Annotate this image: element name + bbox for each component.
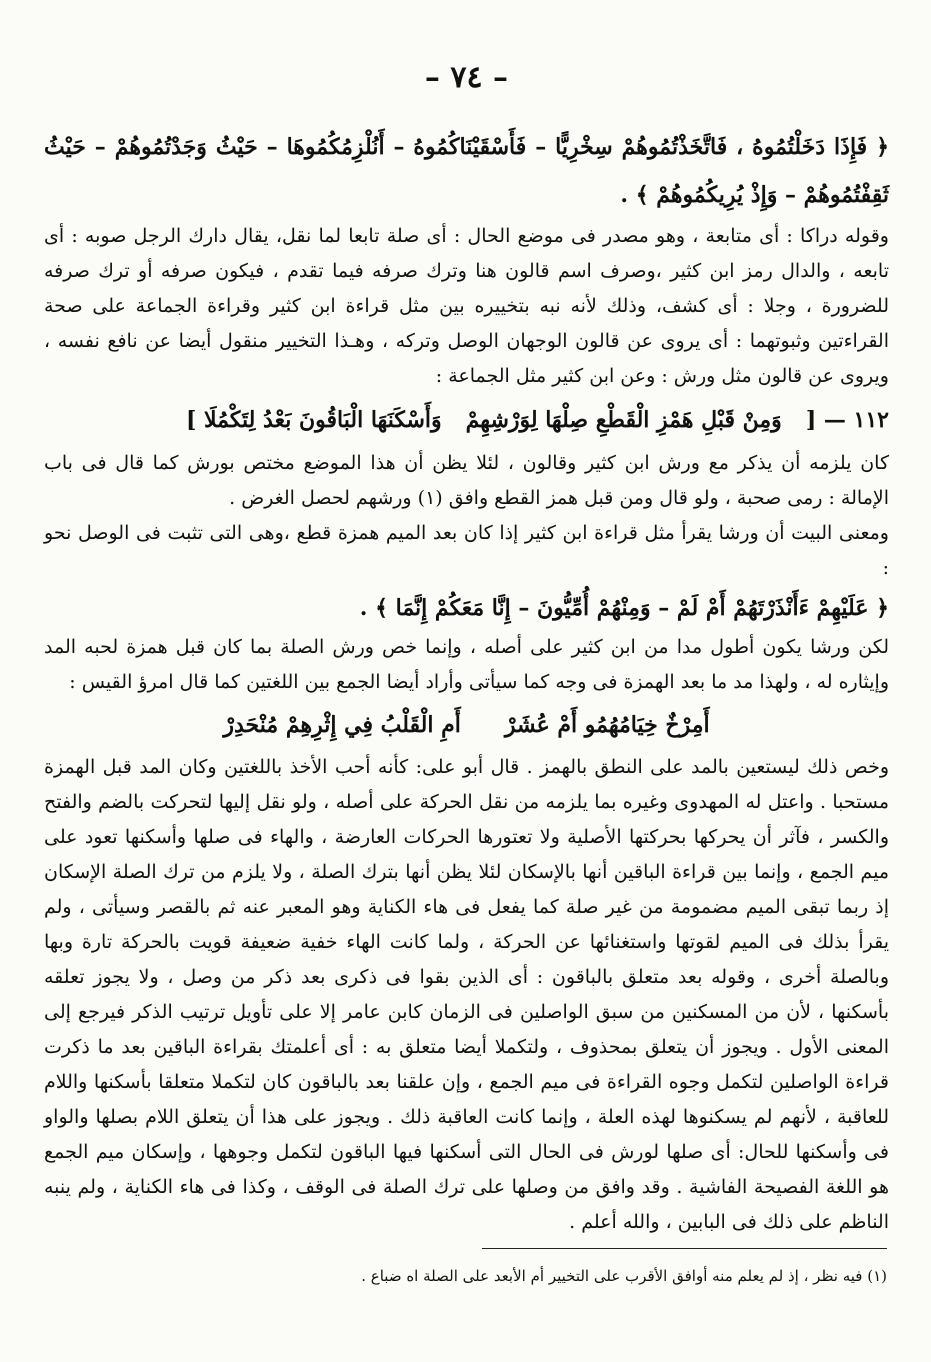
paragraph-5: وخص ذلك ليستعين بالمد على النطق بالهمز . قال أبو على: كأنه أحب الأخذ باللغتين وكان المد قبل الهمزة مستحبا . واعتل له المهدوى وغيره بما يلزمه من نقل الحركة على أصله ، ولو نقل إليها لتحركت بالضم والفتح والكسر ، فآثر أن يحركها بحركتها الأصلية ولا تعتورها الحركات العارضة ، والهاء فى صلها وأسكنها تعود على ميم الجمع ، وإنما بين قراءة الباقين أنها بالإسكان لئلا يظن أنها بترك الصلة ، ولا يلزم من ترك الصلة الإسكان إذ ربما تبقى الميم مضمومة من غير صلة كما يفعل فى هاء الكناية وهو المعبر عنه ثم بالقصر وسيأتى ، ولم يقرأ بذلك فى الميم لقوتها واستغنائها عن الحركة ، ولما كانت الهاء خفية ضعيفة قويت بالحركة تارة وبها وبالصلة أخرى ، وقوله بعد متعلق بالباقون : أى الذين بقوا فى ذكرى بعد ذكر من وصل ، ولا يجوز تعلقه بأسكنها ، لأن من المسكنين من سبق الواصلين فى الزمان كابن عامر إلا على تأويل ترتيب الذكر فيرجع إلى المعنى الأول . ويجوز أن يتعلق بمحذوف ، ولتكملا أيضا متعلق به : أى أعلمتك بقراءة الباقين بعد ما ذكرت قراءة الواصلين لتكمل وجوه القراءة فى ميم الجمع ، وإن علقنا بعد بالباقون كان لتكملا متعلقا بأسكنها واللام للعاقبة ، لأنهم لم يسكنوها لهذه العلة ، وإنما كانت العاقبة ذلك . ويجوز على هذا أن يتعلق اللام بصلها والواو فى وأسكنها للحال: أى صلها لورش فى الحال التى أسكنها فيها الباقون لتكمل وجوهها ، وإسكان ميم الجمع هو اللغة الفصيحة الفاشية . وقد وافق من وصلها على ترك الصلة فى الوقف ، وكذا فى هاء الكناية ، ولم ينبه الناظم على ذلك فى البابين ، والله أعلم . [44, 756, 890, 1233]
poem-verse-number: ١١٢ — [ [805, 407, 889, 433]
paragraph-1: وقوله دراكا : أى متابعة ، وهو مصدر فى موضع الحال : أى صلة تابعا لما نقل، يقال دارك الرجل صوبه : أى تابعه ، والدال رمز ابن كثير ،وصرف اسم قالون هنا وترك صرفه فيما تقدم ، فيكون صرفه أو ترك صرفه للضرورة ، وجلا : أى كشف، وذلك لأنه نبه بتخييره بين مثل قراءة ابن كثير وقراءة الجماعة على صحة القراءتين وثبوتهما : أى يروى عن قالون الوجهان الوصل وتركه ، وهـذا التخيير منقول أيضا عن نافع نفسه ، ويروى عن قالون مثل ورش : وعن ابن كثير مثل الجماعة : [44, 225, 889, 387]
quran-quote-block: ﴿ فَإِذَا دَخَلْتُمُوهُ ، فَاتَّخَذْتُمُوهُمْ سِخْرِيًّا – فَأَسْقَيْنَاكُمُوهُ – أَنُلْزِمُكُمُوهَا – حَيْثُ وَجَدْتُمُوهُمْ – حَيْثُ ثَقِفْتُمُوهُمْ – وَإِذْ يُرِيكُمُوهُمْ ﴾ . [44, 134, 889, 208]
footnote-divider [482, 1248, 887, 1249]
paragraph-3: ومعنى البيت أن ورشا يقرأ مثل قراءة ابن كثير إذا كان بعد الميم همزة قطع ،وهى التى تثبت فى الوصل نحو : [44, 522, 889, 579]
page-number: – ٧٤ – [424, 60, 509, 95]
poem2-hemistich-second: أَمِ الْقَلْبُ فِي إِثْرِهِمْ مُنْحَدِرْ [223, 712, 461, 738]
poem2-hemistich-first: أَمِرْخٌ خِيَامُهُمُو أَمْ عُشَرْ [504, 712, 710, 738]
poem-hemistich-first: وَمِنْ قَبْلِ هَمْزِ الْقَطْعِ صِلْهَا لِوَرْشِهِمْ [465, 407, 782, 433]
paragraph-2: كان يلزمه أن يذكر مع ورش ابن كثير وقالون ، لئلا يظن أن هذا الموضع مختص بورش كما قال فى باب الإمالة : رمى صحبة ، ولو قال ومن قبل همز القطع وافق (١) ورشهم لحصل الغرض . [44, 452, 889, 509]
paragraph-4: لكن ورشا يكون أطول مدا من ابن كثير على أصله ، وإنما خص ورش الصلة بما كان قبل همزة لحبه المد وإيثاره له ، ولهذا مد ما بعد الهمزة فى وجه كما سيأتى وأراد أيضا الجمع بين اللغتين كما قال امرؤ القيس : [44, 636, 890, 693]
poem-hemistich-second: وَأَسْكَنَهَا الْبَاقُونَ بَعْدُ لِتَكْمُلَا ] [185, 407, 442, 433]
footnote: (١) فيه نظر ، إذ لم يعلم منه أوافق الأقرب على التخيير أم الأبعد على الصلة اه ضباع . [361, 1267, 887, 1285]
quran-quote-block-2: ﴿ عَلَيْهِمْ ءَأَنْذَرْتَهُمْ أَمْ لَمْ – وَمِنْهُمْ أُمِّيُّونَ – إِنَّا مَعَكُمْ إِنَّمَا ﴾ . [359, 595, 889, 621]
page-body [44, 60, 889, 1240]
poem-verse-112 [44, 396, 889, 444]
poem-imru-al-qais [44, 702, 889, 748]
